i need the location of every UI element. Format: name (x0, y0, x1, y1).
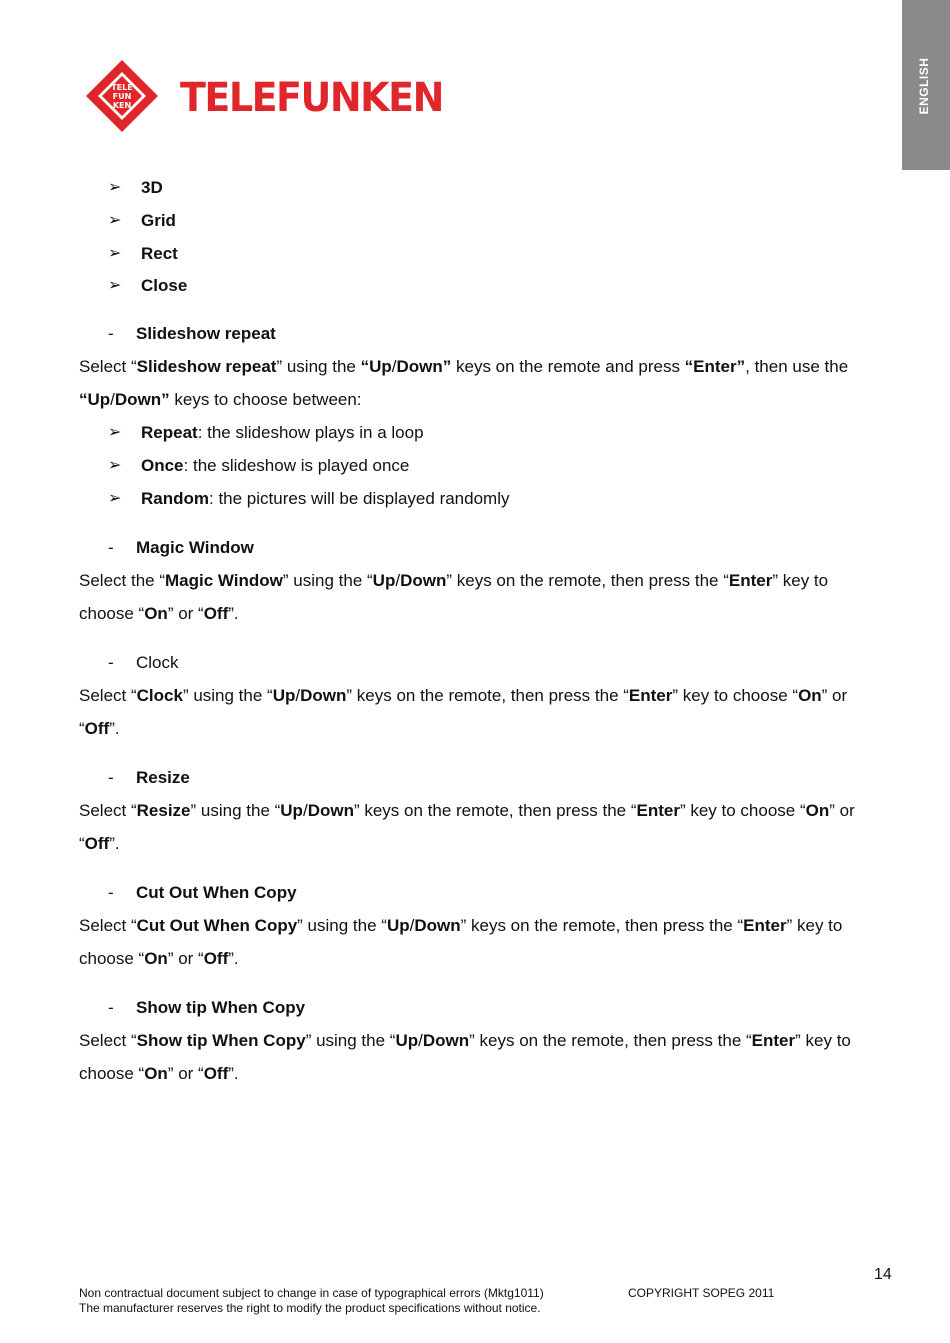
paragraph-clock-line2: “Off”. (79, 719, 120, 738)
section-heading-cut-out-when-copy: Cut Out When Copy (136, 883, 297, 902)
page-number: 14 (874, 1266, 892, 1283)
option-once: Once: the slideshow is played once (141, 456, 410, 475)
arrow-bullet-icon: ➢ (108, 245, 122, 262)
logo-mark-line: TELE (111, 83, 133, 92)
dash-bullet: - (108, 538, 114, 557)
footer-copyright: COPYRIGHT SOPEG 2011 (628, 1286, 775, 1300)
dash-bullet: - (108, 324, 114, 343)
section-heading-slideshow-repeat: Slideshow repeat (136, 324, 276, 343)
footer-disclaimer-line1: Non contractual document subject to change in case of typographical errors (Mktg1011) (79, 1286, 544, 1300)
option-rect: Rect (141, 244, 178, 263)
arrow-bullet-icon: ➢ (108, 277, 122, 294)
paragraph-cut-out-line1: Select “Cut Out When Copy” using the “Up/Down” keys on the remote, then press the “Enter” key to (79, 916, 843, 935)
option-random: Random: the pictures will be displayed randomly (141, 489, 510, 508)
telefunken-diamond-icon (84, 58, 160, 134)
dash-bullet: - (108, 998, 114, 1017)
dash-bullet: - (108, 768, 114, 787)
paragraph-magic-window-line1: Select the “Magic Window” using the “Up/Down” keys on the remote, then press the “Enter” key to (79, 571, 829, 590)
dash-bullet: - (108, 883, 114, 902)
section-heading-magic-window: Magic Window (136, 538, 254, 557)
paragraph-show-tip-line2: choose “On” or “Off”. (79, 1064, 239, 1083)
footer-disclaimer-line2: The manufacturer reserves the right to modify the product specifications without notice. (79, 1301, 541, 1315)
option-3d: 3D (141, 178, 163, 197)
paragraph-resize-line1: Select “Resize” using the “Up/Down” keys on the remote, then press the “Enter” key to choose “On” or (79, 801, 855, 820)
option-grid: Grid (141, 211, 176, 230)
telefunken-logo (84, 58, 443, 134)
logo-mark-line: FUN (112, 92, 132, 101)
paragraph-clock-line1: Select “Clock” using the “Up/Down” keys on the remote, then press the “Enter” key to choose “On” or (79, 686, 848, 705)
arrow-bullet-icon: ➢ (108, 490, 122, 507)
dash-bullet: - (108, 653, 114, 672)
paragraph-show-tip-line1: Select “Show tip When Copy” using the “Up/Down” keys on the remote, then press the “Enter” key to (79, 1031, 851, 1050)
logo-wordmark: TELEFUNKEN (180, 74, 443, 121)
section-heading-show-tip-when-copy: Show tip When Copy (136, 998, 306, 1017)
paragraph-slideshow-repeat-line2: “Up/Down” keys to choose between: (79, 390, 362, 409)
arrow-bullet-icon: ➢ (108, 457, 122, 474)
section-heading-resize: Resize (136, 768, 190, 787)
language-tab-label: ENGLISH (917, 57, 931, 115)
option-close: Close (141, 276, 188, 295)
paragraph-slideshow-repeat-line1: Select “Slideshow repeat” using the “Up/Down” keys on the remote and press “Enter”, then use the (79, 357, 849, 376)
logo-mark-line: KEN (112, 101, 132, 110)
paragraph-magic-window-line2: choose “On” or “Off”. (79, 604, 239, 623)
arrow-bullet-icon: ➢ (108, 212, 122, 229)
option-repeat: Repeat: the slideshow plays in a loop (141, 423, 424, 442)
arrow-bullet-icon: ➢ (108, 179, 122, 196)
section-heading-clock: Clock (136, 653, 179, 672)
arrow-bullet-icon: ➢ (108, 424, 122, 441)
paragraph-resize-line2: “Off”. (79, 834, 120, 853)
paragraph-cut-out-line2: choose “On” or “Off”. (79, 949, 239, 968)
